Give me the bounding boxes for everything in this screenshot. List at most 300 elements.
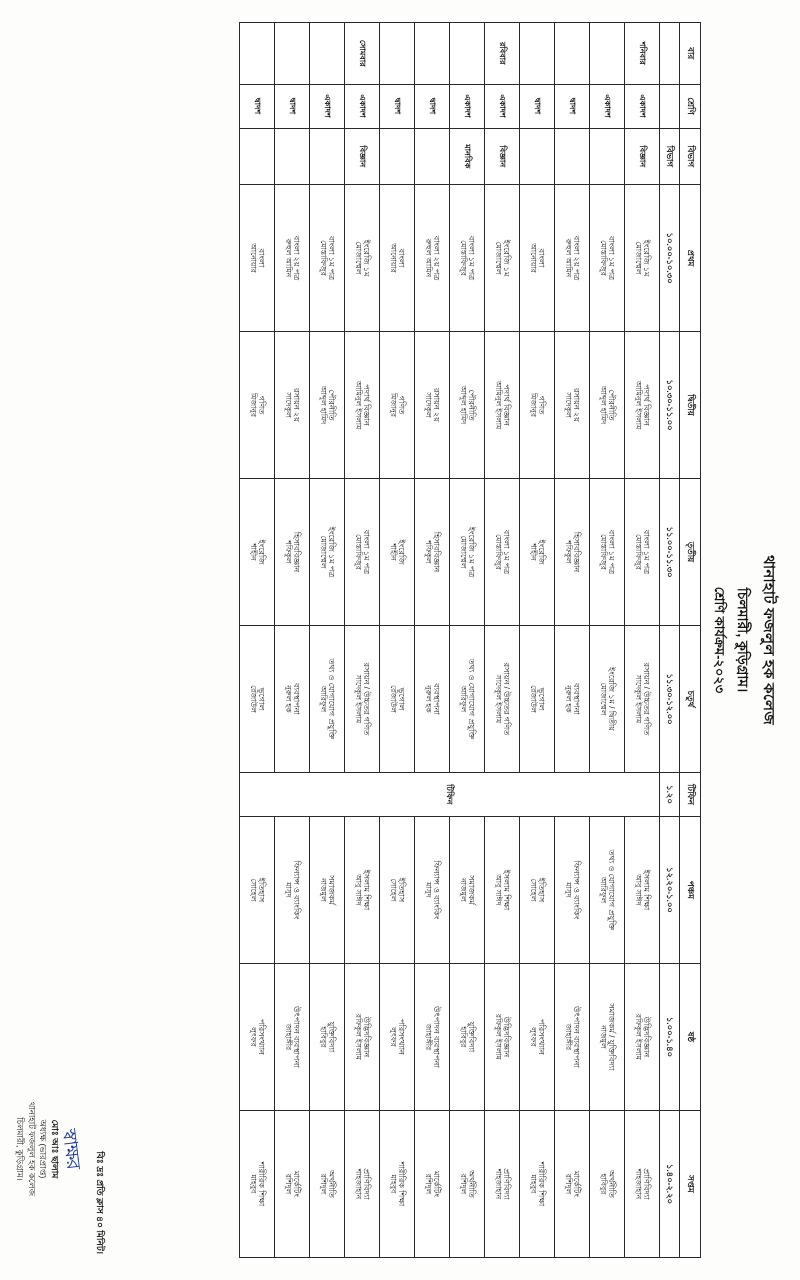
cell-subject: পদার্থ বিজ্ঞান (501, 384, 511, 426)
cell-group: মানবিক (450, 128, 485, 185)
cell-subject: গণিত (396, 395, 406, 415)
class-routine-table (239, 22, 701, 1258)
cell-period-6 (625, 963, 660, 1110)
cell-teacher: রশিদুল (318, 1173, 328, 1195)
table-row (345, 23, 380, 1258)
cell-subject: ব্যবস্থাপনা (571, 683, 581, 715)
cell-subject: হিসাববিজ্ঞান (431, 531, 441, 573)
cell-group (555, 128, 590, 185)
cell-teacher: সোহেল (528, 878, 538, 902)
cell-teacher: মিজানুর (248, 392, 258, 418)
cell-subject: হিসাববিজ্ঞান (291, 531, 301, 573)
table-row (450, 23, 485, 1258)
table-time-row (660, 23, 680, 1258)
cell-period-1 (310, 185, 345, 332)
cell-day (415, 23, 450, 85)
cell-period-1 (450, 185, 485, 332)
cell-teacher: মাহবুব (388, 1174, 398, 1194)
table-row (310, 23, 345, 1258)
cell-subject: ইতিহাস (396, 877, 406, 903)
cell-period-1 (380, 185, 415, 332)
cell-teacher: রুহুল আমিন (283, 238, 293, 278)
cell-subject: শারীরিক শিক্ষা (256, 1161, 266, 1207)
cell-subject: পরিসংখ্যান (536, 1018, 546, 1055)
cell-day: শনিবার (625, 23, 660, 85)
cell-teacher: আনোয়ার (248, 243, 258, 273)
cell-period-6 (275, 963, 310, 1110)
cell-teacher: মোজাম্মেল (493, 241, 503, 275)
cell-group (415, 128, 450, 185)
cell-tiffin: টিফিন (240, 772, 660, 816)
cell-teacher: নুরুল হক (563, 685, 573, 713)
cell-day (380, 23, 415, 85)
header-group: বিভাগ (680, 128, 701, 185)
cell-teacher: হাবিবুর (598, 1173, 608, 1195)
cell-teacher: নাজমুল (598, 1025, 608, 1049)
cell-subject: পৌরনীতি (326, 389, 336, 421)
cell-subject: তথ্য ও যোগাযোগ প্রযুক্তি (466, 658, 476, 740)
cell-period-3 (625, 479, 660, 626)
cell-teacher: সোহেল (248, 878, 258, 902)
table-row (415, 23, 450, 1258)
cell-teacher: রেজাউল (528, 685, 538, 713)
cell-subject: পদার্থ বিজ্ঞান (641, 384, 651, 426)
signature-address: চিলমারী, কুড়িগ্রাম। (15, 1117, 26, 1181)
cell-period-5 (345, 816, 380, 963)
cell-teacher: মোস্তাফিজুর (633, 534, 643, 570)
cell-teacher: নাজমুল (318, 878, 328, 902)
cell-teacher: আমিনুল ইসলাম (493, 380, 503, 430)
cell-period-5 (450, 816, 485, 963)
cell-period-1 (590, 185, 625, 332)
cell-class: দ্বাদশ (275, 84, 310, 128)
cell-teacher: জাহাঙ্গীর (283, 1023, 293, 1051)
cell-subject: রসায়ন ২য় (431, 388, 441, 423)
cell-group (240, 128, 275, 185)
cell-teacher: রফিকুল ইসলাম (633, 1013, 643, 1060)
cell-class: দ্বাদশ (555, 84, 590, 128)
cell-teacher: আবু সাঈদ (633, 874, 643, 906)
cell-period-6 (520, 963, 555, 1110)
table-row (555, 23, 590, 1258)
cell-subject: পদার্থ বিজ্ঞান (361, 384, 371, 426)
cell-teacher: রফিকুল ইসলাম (353, 1013, 363, 1060)
cell-subject: ব্যবস্থাপনা (431, 683, 441, 715)
cell-period-3 (415, 479, 450, 626)
cell-subject: ইংরেজি ১ম (361, 239, 371, 277)
cell-class: দ্বাদশ (380, 84, 415, 128)
cell-period-4 (450, 626, 485, 773)
table-row (380, 23, 415, 1258)
cell-subject: উৎপাদন ব্যবস্থাপনা (571, 1006, 581, 1068)
cell-period-5 (625, 816, 660, 963)
cell-teacher: আনোয়ার (528, 243, 538, 273)
cell-subject: বাংলা ২য় পত্র (291, 235, 301, 281)
cell-class: একাদশ (590, 84, 625, 128)
signature-institute: থানাহাট ফজলুল হক কলেজ (26, 1101, 37, 1197)
cell-teacher: হাবিবুর (458, 1026, 468, 1048)
cell-subject: রসায়ন ২য় (571, 388, 581, 423)
header-period-1: প্রথম (680, 185, 701, 332)
cell-teacher: মোজাম্মেল (598, 682, 608, 716)
cell-group: বিজ্ঞান (345, 128, 380, 185)
cell-period-1 (240, 185, 275, 332)
cell-period-3 (310, 479, 345, 626)
cell-group (520, 128, 555, 185)
cell-period-2 (590, 332, 625, 479)
table-row (520, 23, 555, 1258)
cell-period-2 (520, 332, 555, 479)
cell-teacher: জাহাঙ্গীর (563, 1023, 573, 1051)
cell-period-3 (520, 479, 555, 626)
cell-subject: ইসলাম শিক্ষা (501, 869, 511, 911)
time-period-3: ১১.০০-১১.৩০ (660, 479, 680, 626)
cell-subject: রসায়ন / উচ্চতর গণিত (641, 662, 651, 736)
cell-day (520, 23, 555, 85)
cell-period-5 (590, 816, 625, 963)
cell-teacher: আব্দুল হামিদ (318, 385, 328, 425)
cell-subject: শারীরিক শিক্ষা (396, 1161, 406, 1207)
cell-period-4 (345, 626, 380, 773)
cell-period-5 (415, 816, 450, 963)
time-period-4: ১১.৩০-১২.০০ (660, 626, 680, 773)
cell-period-7 (625, 1110, 660, 1257)
cell-teacher: আরিফুল (598, 876, 608, 904)
cell-teacher: মাহবুব (528, 1174, 538, 1194)
cell-period-7 (520, 1110, 555, 1257)
time-period-6: ১.০০-১.৪০ (660, 963, 680, 1110)
table-row (590, 23, 625, 1258)
cell-period-2 (415, 332, 450, 479)
cell-subject: বাংলা ১ম পত্র (641, 529, 651, 575)
cell-teacher: আব্দুল হামিদ (458, 385, 468, 425)
cell-teacher: সাদেকুল (283, 392, 293, 418)
cell-period-1 (415, 185, 450, 332)
cell-period-5 (240, 816, 275, 963)
cell-period-2 (345, 332, 380, 479)
cell-teacher: মোস্তাফিজুর (598, 534, 608, 570)
time-tiffin: ১.২০ (660, 772, 680, 816)
cell-period-1 (625, 185, 660, 332)
cell-period-6 (450, 963, 485, 1110)
cell-class: দ্বাদশ (520, 84, 555, 128)
cell-day (590, 23, 625, 85)
cell-teacher: মিজানুর (528, 392, 538, 418)
header-period-5: পঞ্চম (680, 816, 701, 963)
cell-teacher: জাহাঙ্গীর (423, 1023, 433, 1051)
cell-class: একাদশ (485, 84, 520, 128)
cell-period-2 (240, 332, 275, 479)
cell-period-1 (345, 185, 380, 332)
cell-subject: যুক্তিবিদ্যা (326, 1021, 336, 1053)
cell-class: দ্বাদশ (240, 84, 275, 128)
cell-subject: ফিন্যান্স ও ব্যাংকিং (431, 860, 441, 920)
cell-subject: ইংরেজি ১ম পত্র (326, 526, 336, 578)
cell-subject: বাংলা ১ম পত্র (606, 529, 616, 575)
cell-period-7 (310, 1110, 345, 1257)
page-title: থানাহাট ফজলুল হক কলেজ (760, 555, 777, 725)
cell-period-5 (310, 816, 345, 963)
cell-period-7 (555, 1110, 590, 1257)
cell-period-4 (590, 626, 625, 773)
cell-subject: ইতিহাস (536, 877, 546, 903)
header-period-6: ষষ্ঠ (680, 963, 701, 1110)
cell-period-7 (450, 1110, 485, 1257)
cell-subject: ইসলাম শিক্ষা (641, 869, 651, 911)
cell-subject: রসায়ন / উচ্চতর গণিত (361, 662, 371, 736)
cell-teacher: সোহেল (388, 878, 398, 902)
cell-period-6 (310, 963, 345, 1110)
cell-subject: সমাজকর্ম (326, 875, 336, 905)
table-row (240, 23, 275, 1258)
cell-subject: প্রাণিবিদ্যা (361, 1168, 371, 1200)
cell-teacher: শফিকুল (563, 540, 573, 564)
cell-subject: পরিসংখ্যান (256, 1018, 266, 1055)
cell-subject: তথ্য ও যোগাযোগ প্রযুক্তি (606, 849, 616, 931)
cell-period-6 (240, 963, 275, 1110)
table-head (660, 23, 701, 1258)
cell-teacher: মোস্তাফিজুর (458, 240, 468, 276)
cell-teacher: মোজাম্মেল (458, 535, 468, 569)
cell-subject: সমাজকর্ম (466, 875, 476, 905)
page-subtitle-secondary: শ্রেণি কার্যক্রম-২০২৩ (712, 586, 727, 694)
cell-period-4 (555, 626, 590, 773)
cell-subject: শারীরিক শিক্ষা (536, 1161, 546, 1207)
cell-period-4 (310, 626, 345, 773)
cell-period-1 (520, 185, 555, 332)
cell-subject: ব্যবস্থাপনা (291, 683, 301, 715)
cell-teacher: আরিফুল (318, 685, 328, 713)
cell-subject: বাংলা ২য় পত্র (431, 235, 441, 281)
cell-class: একাদশ (625, 84, 660, 128)
cell-subject: বাংলা ১ম পত্র (606, 235, 616, 281)
cell-teacher: রশিদুল (458, 1173, 468, 1195)
cell-teacher: মোস্তাফিজুর (493, 534, 503, 570)
cell-teacher: শাহীন (388, 543, 398, 561)
cell-period-7 (380, 1110, 415, 1257)
cell-period-1 (275, 185, 310, 332)
cell-period-5 (520, 816, 555, 963)
cell-period-4 (485, 626, 520, 773)
cell-period-1 (485, 185, 520, 332)
cell-teacher: লুৎফর (248, 1027, 258, 1047)
cell-period-5 (275, 816, 310, 963)
cell-subject: ইংরেজি ১ম (641, 239, 651, 277)
cell-subject: উৎপাদন ব্যবস্থাপনা (291, 1006, 301, 1068)
cell-teacher: শফিকুল (423, 540, 433, 564)
cell-subject: ইংরেজি (396, 539, 406, 565)
routine-note: বিঃ দ্রঃ প্রতি ক্লাস ৪০ মিনিট। (95, 1151, 105, 1254)
cell-teacher: আরিফুল (458, 685, 468, 713)
table-row (275, 23, 310, 1258)
cell-teacher: আবু সাঈদ (493, 874, 503, 906)
cell-subject: বাংলা (396, 248, 406, 268)
time-period-5: ১২.২০-১.০০ (660, 816, 680, 963)
cell-class: একাদশ (450, 84, 485, 128)
signature-block (14, 1044, 83, 1254)
signature-name: মোঃ আঃ ছালাম (49, 1119, 60, 1179)
cell-teacher: শাহীন (248, 543, 258, 561)
cell-teacher: লুৎফর (528, 1027, 538, 1047)
cell-subject: উদ্ভিদবিজ্ঞান (641, 1016, 651, 1058)
cell-period-3 (275, 479, 310, 626)
cell-subject: ইংরেজি (536, 539, 546, 565)
cell-subject: বাংলা ২য় পত্র (571, 235, 581, 281)
cell-subject: ইসলাম শিক্ষা (361, 869, 371, 911)
cell-subject: মার্কেটিং (291, 1170, 301, 1197)
cell-teacher: শাহজাহান (493, 1168, 503, 1200)
time-period-7: ১.৪০-২.২০ (660, 1110, 680, 1257)
cell-subject: পৌরনীতি (606, 389, 616, 421)
cell-day (275, 23, 310, 85)
cell-subject: বাংলা ১ম পত্র (361, 529, 371, 575)
cell-group (275, 128, 310, 185)
cell-subject: ভূগোল (256, 687, 266, 711)
table-body (240, 23, 660, 1258)
cell-period-4 (380, 626, 415, 773)
cell-teacher: নুরুল হক (423, 685, 433, 713)
cell-teacher: শাহজাহান (353, 1168, 363, 1200)
cell-subject: গণিত (256, 395, 266, 415)
cell-teacher: আব্দুল হামিদ (598, 385, 608, 425)
header-class: শ্রেণি (680, 84, 701, 128)
time-period-1: ১০.০০-১০.৩০ (660, 185, 680, 332)
cell-teacher: হাবিবুর (318, 1026, 328, 1048)
cell-subject: বাংলা (256, 248, 266, 268)
cell-teacher: রশিদুল (283, 1173, 293, 1195)
cell-period-6 (415, 963, 450, 1110)
cell-period-5 (485, 816, 520, 963)
cell-period-2 (380, 332, 415, 479)
cell-day (450, 23, 485, 85)
cell-period-2 (625, 332, 660, 479)
cell-period-2 (485, 332, 520, 479)
table-header-row (680, 23, 701, 1258)
cell-period-2 (450, 332, 485, 479)
header-tiffin: টিফিন (680, 772, 701, 816)
cell-period-6 (555, 963, 590, 1110)
cell-subject: উদ্ভিদবিজ্ঞান (361, 1016, 371, 1058)
cell-group: বিজ্ঞান (485, 128, 520, 185)
cell-period-1 (555, 185, 590, 332)
cell-period-7 (345, 1110, 380, 1257)
header-period-2: দ্বিতীয় (680, 332, 701, 479)
cell-teacher: মোস্তাফিজুর (598, 240, 608, 276)
cell-teacher: আবু সাঈদ (353, 874, 363, 906)
cell-subject: হিসাববিজ্ঞান (571, 531, 581, 573)
cell-teacher: রশিদুল (423, 1173, 433, 1195)
cell-teacher: রেজাউল (388, 685, 398, 713)
cell-teacher: মোস্তাফিজুর (318, 240, 328, 276)
cell-period-4 (625, 626, 660, 773)
cell-subject: ইংরেজি ১ম / দ্বিতীয় (606, 667, 616, 731)
cell-subject: বাংলা ১ম পত্র (466, 235, 476, 281)
cell-period-3 (590, 479, 625, 626)
cell-day: সোমবার (345, 23, 380, 85)
cell-teacher: সাদেকুল ইসলাম (493, 674, 503, 724)
cell-period-2 (555, 332, 590, 479)
cell-subject: বাংলা (536, 248, 546, 268)
cell-teacher: রুহুল আমিন (423, 238, 433, 278)
table-row (485, 23, 520, 1258)
cell-day (555, 23, 590, 85)
cell-period-2 (310, 332, 345, 479)
cell-teacher: নাজমুল (458, 878, 468, 902)
cell-period-6 (345, 963, 380, 1110)
cell-teacher: রুহুল আমিন (563, 238, 573, 278)
cell-subject: মার্কেটিং (571, 1170, 581, 1197)
signature-designation: অধ্যক্ষ (ভারপ্রাপ্ত) (38, 1119, 49, 1179)
header-period-4: চতুর্থ (680, 626, 701, 773)
cell-period-4 (415, 626, 450, 773)
cell-subject: অর্থনীতি (466, 1170, 476, 1198)
cell-teacher: মোজাম্মেল (318, 535, 328, 569)
cell-period-6 (380, 963, 415, 1110)
cell-subject: তথ্য ও যোগাযোগ প্রযুক্তি (326, 658, 336, 740)
cell-subject: ইংরেজি ১ম (501, 239, 511, 277)
cell-teacher: রফিকুল ইসলাম (493, 1013, 503, 1060)
cell-teacher: মোজাম্মেল (353, 241, 363, 275)
cell-period-4 (275, 626, 310, 773)
cell-teacher: মাহবুব (248, 1174, 258, 1194)
cell-subject: যুক্তিবিদ্যা (466, 1021, 476, 1053)
cell-period-3 (485, 479, 520, 626)
cell-period-3 (555, 479, 590, 626)
cell-subject: পৌরনীতি (466, 389, 476, 421)
cell-period-3 (345, 479, 380, 626)
cell-subject: পরিসংখ্যান (396, 1018, 406, 1055)
cell-period-3 (240, 479, 275, 626)
cell-subject: প্রাণিবিদ্যা (501, 1168, 511, 1200)
cell-teacher: শফিকুল (283, 540, 293, 564)
page-subtitle: চিলমারী, কুড়িগ্রাম। (735, 587, 751, 693)
cell-teacher: রশিদুল (563, 1173, 573, 1195)
cell-subject: বাংলা ১ম পত্র (326, 235, 336, 281)
signature-scribble: স্বাক্ষর (57, 1127, 85, 1171)
cell-subject: প্রাণিবিদ্যা (641, 1168, 651, 1200)
cell-subject: বাংলা ১ম পত্র (501, 529, 511, 575)
cell-subject: ফিন্যান্স ও ব্যাংকিং (571, 860, 581, 920)
cell-teacher: মাসুদ (563, 882, 573, 898)
cell-class: একাদশ (345, 84, 380, 128)
cell-period-3 (450, 479, 485, 626)
cell-subject: উদ্ভিদবিজ্ঞান (501, 1016, 511, 1058)
cell-period-2 (275, 332, 310, 479)
cell-subject: ভূগোল (396, 687, 406, 711)
cell-teacher: সাদেকুল (423, 392, 433, 418)
time-blank-day (660, 23, 680, 85)
cell-class: একাদশ (310, 84, 345, 128)
cell-period-7 (275, 1110, 310, 1257)
header-period-7: সপ্তম (680, 1110, 701, 1257)
cell-group (590, 128, 625, 185)
cell-subject: অর্থনীতি (606, 1170, 616, 1198)
cell-teacher: মাসুদ (423, 882, 433, 898)
cell-teacher: নুরুল হক (283, 685, 293, 713)
cell-day (310, 23, 345, 85)
cell-period-3 (380, 479, 415, 626)
header-period-3: তৃতীয় (680, 479, 701, 626)
cell-teacher: সাদেকুল ইসলাম (353, 674, 363, 724)
cell-teacher: মোস্তাফিজুর (353, 534, 363, 570)
cell-subject: ইংরেজি ১ম পত্র (466, 526, 476, 578)
cell-teacher: শাহজাহান (633, 1168, 643, 1200)
cell-group (380, 128, 415, 185)
cell-teacher: রেজাউল (248, 685, 258, 713)
cell-period-7 (590, 1110, 625, 1257)
cell-class: দ্বাদশ (415, 84, 450, 128)
cell-subject: রসায়ন ২য় (291, 388, 301, 423)
